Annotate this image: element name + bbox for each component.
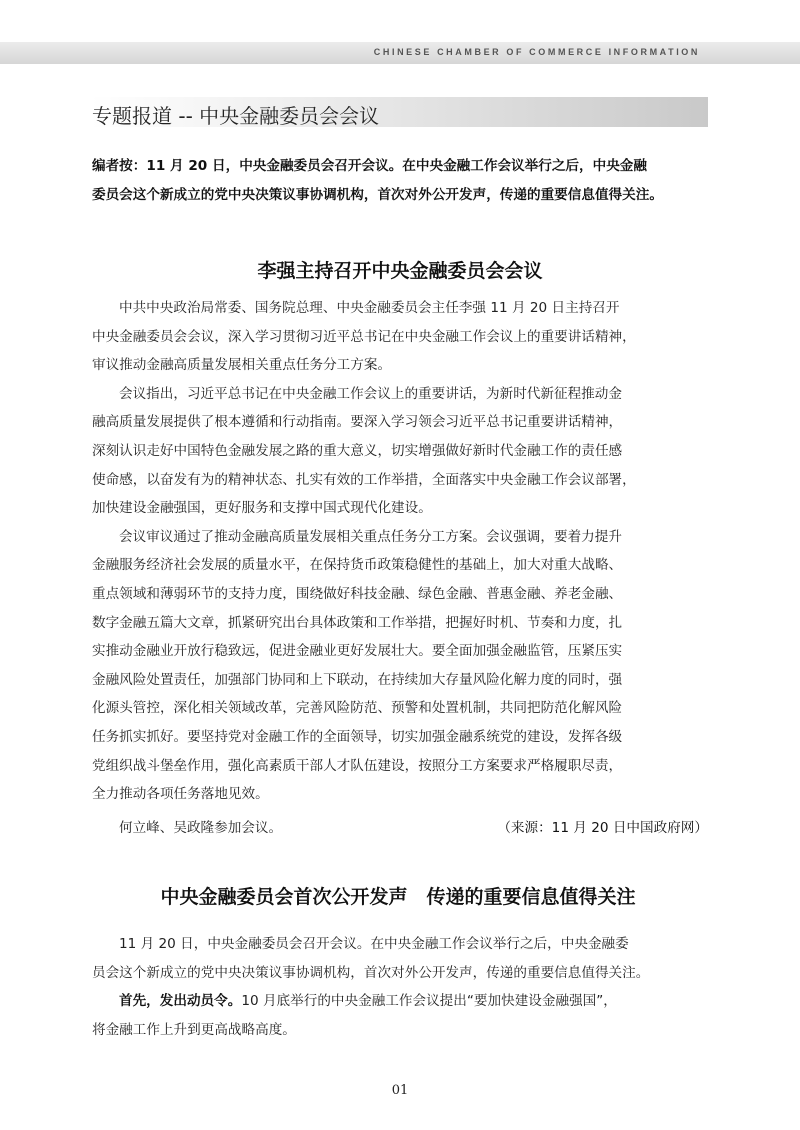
paragraph-line: 化源头管控，深化相关领域改革，完善风险防范、预警和处置机制，共同把防范化解风险	[92, 700, 623, 717]
paragraph-line: 中共中央政治局常委、国务院总理、中央金融委员会主任李强 11 月 20 日主持召开	[119, 300, 620, 316]
section-header-bar	[90, 97, 708, 127]
article-2-body	[92, 930, 712, 1044]
source-citation: （来源：11 月 20 日中国政府网）	[497, 820, 708, 836]
paragraph-line: 11 月 20 日，中央金融委员会召开会议。在中央金融工作会议举行之后，中央金融委	[119, 936, 629, 952]
paragraph-line	[92, 987, 712, 1016]
header-band	[0, 42, 800, 64]
paragraph-line: 党组织战斗堡垒作用，强化高素质干部人才队伍建设，按照分工方案要求严格履职尽责，	[92, 757, 623, 774]
paragraph-line: 数字金融五篇大文章，抓紧研究出台具体政策和工作举措，把握好时机、节奏和力度，扎	[92, 614, 623, 631]
paragraph-line: 会议审议通过了推动金融高质量发展相关重点任务分工方案。会议强调，要着力提升	[119, 528, 622, 545]
paragraph-line: 将金融工作上升到更高战略高度。	[92, 1021, 296, 1038]
bold-lead-text: 首先，发出动员令。	[119, 993, 242, 1010]
paragraph-line: 会议指出，习近平总书记在中央金融工作会议上的重要讲话，为新时代新征程推动金	[119, 385, 622, 402]
paragraph-line: 深刻认识走好中国特色金融发展之路的重大意义，切实增强做好新时代金融工作的责任感	[92, 442, 623, 459]
paragraph-line: 实推动金融业开放行稳致远，促进金融业更好发展壮大。要全面加强金融监管，压紧压实	[92, 643, 623, 660]
lead-rest-text: 10 月底举行的中央金融工作会议提出“要加快建设金融强国”，	[241, 993, 617, 1010]
article-1-footer	[92, 814, 712, 842]
editor-note	[92, 152, 712, 210]
paragraph-line: 审议推动金融高质量发展相关重点任务分工方案。	[92, 357, 392, 374]
paragraph-line: 融高质量发展提供了根本遵循和行动指南。要深入学习领会习近平总书记重要讲话精神，	[92, 414, 623, 431]
article-2-title: 中央金融委员会首次公开发声 传递的重要信息值得关注	[160, 886, 636, 908]
paragraph-line: 员会这个新成立的党中央决策议事协调机构，首次对外公开发声，传递的重要信息值得关注。	[92, 964, 650, 981]
page-number: 01	[391, 1083, 409, 1098]
paragraph-line: 重点领域和薄弱环节的支持力度，围绕做好科技金融、绿色金融、普惠金融、养老金融、	[92, 585, 623, 602]
paragraph-line: 全力推动各项任务落地见效。	[92, 786, 269, 803]
editor-note-line: 委员会这个新成立的党中央决策议事协调机构，首次对外公开发声，传递的重要信息值得关注。	[92, 187, 663, 203]
publication-name: CHINESE CHAMBER OF COMMERCE INFORMATION	[373, 47, 700, 57]
article-1-body	[92, 294, 712, 809]
paragraph-line: 金融风险处置责任，加强部门协同和上下联动，在持续加大存量风险化解力度的同时，强	[92, 671, 623, 688]
paragraph-line: 任务抓实抓好。要坚持党对金融工作的全面领导，切实加强金融系统党的建设，发挥各级	[92, 728, 623, 745]
paragraph-line: 加快建设金融强国，更好服务和支撑中国式现代化建设。	[92, 500, 432, 517]
attendance-note: 何立峰、吴政隆参加会议。	[119, 820, 283, 836]
paragraph-line: 中央金融委员会会议，深入学习贯彻习近平总书记在中央金融工作会议上的重要讲话精神，	[92, 328, 636, 345]
article-1-title: 李强主持召开中央金融委员会会议	[257, 260, 543, 282]
editor-note-line: 编者按：11 月 20 日，中央金融委员会召开会议。在中央金融工作会议举行之后，中央金融	[92, 158, 647, 174]
paragraph-line: 金融服务经济社会发展的质量水平，在保持货币政策稳健性的基础上，加大对重大战略、	[92, 557, 623, 574]
paragraph-line: 使命感，以奋发有为的精神状态、扎实有效的工作举措，全面落实中央金融工作会议部署，	[92, 471, 636, 488]
section-title: 专题报道 -- 中央金融委员会会议	[92, 104, 380, 128]
